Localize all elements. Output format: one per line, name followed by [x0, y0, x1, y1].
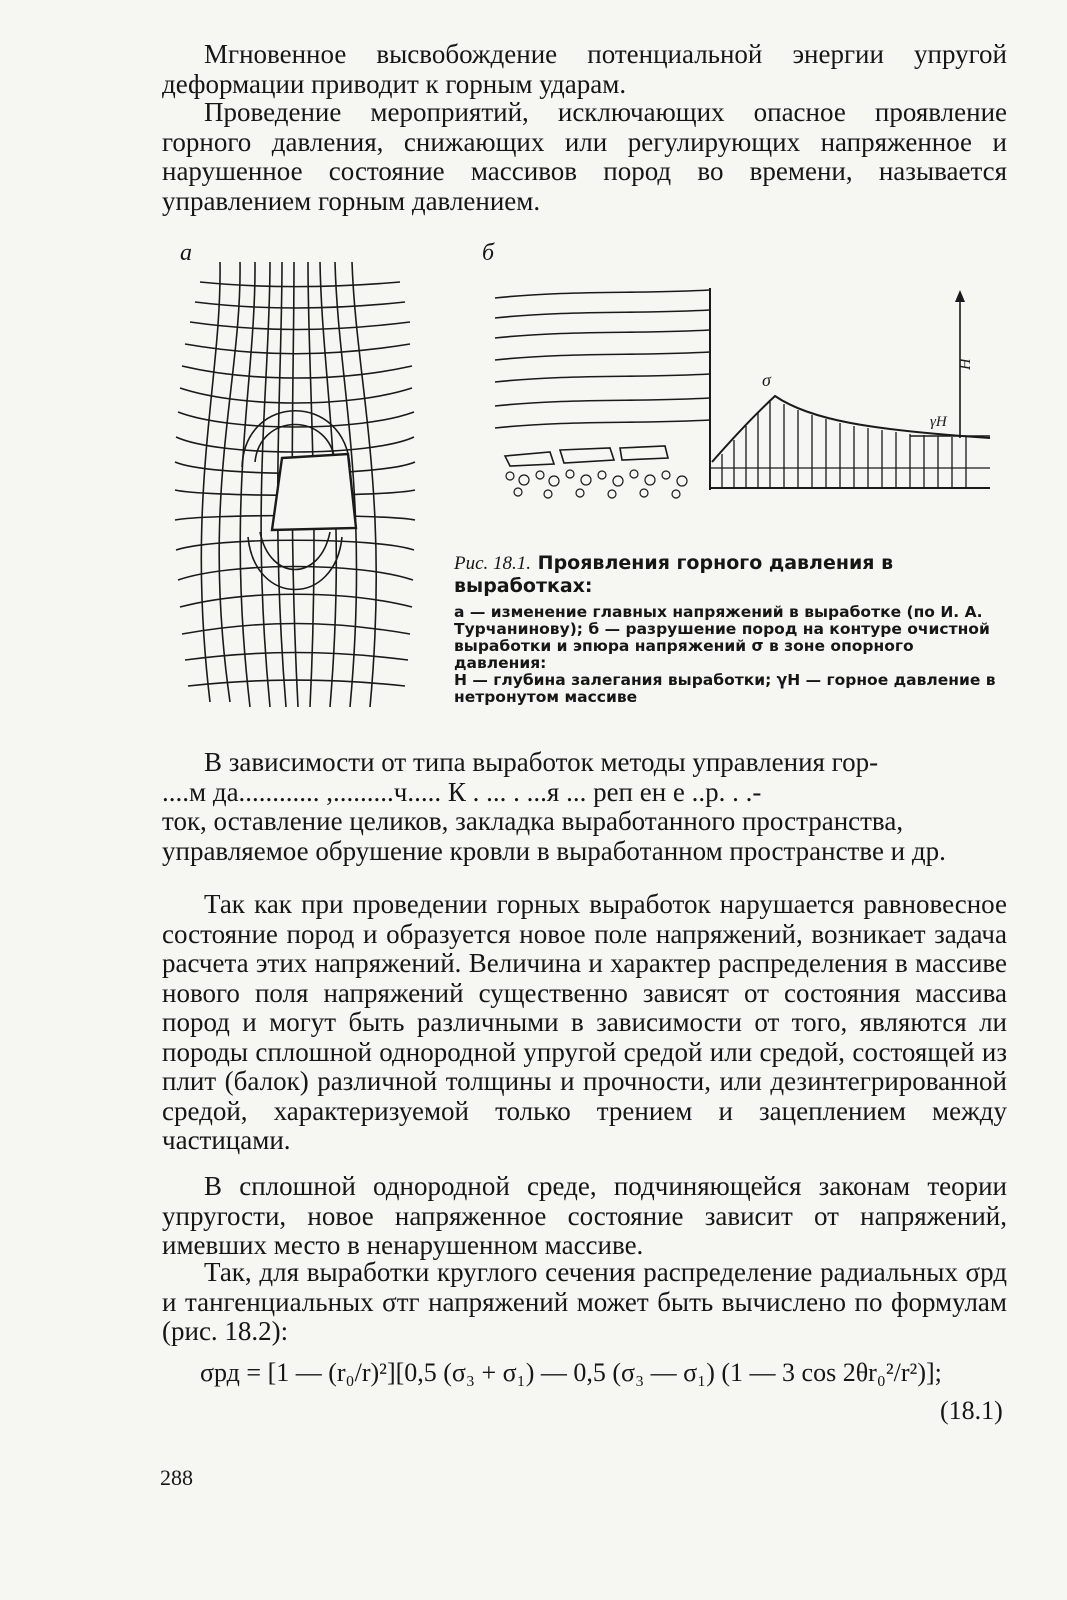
- figure-a-stress-trajectories: [170, 262, 430, 712]
- caption-line-1: а — изменение главных напряжений в выработке (по И. А. Турчанинову); б — разрушение пород на контуре очистной выработки и эпюра напряжений σ в зоне опорного давления:: [454, 603, 990, 672]
- figure-label-a: а: [180, 240, 192, 266]
- figure-caption: [454, 552, 1002, 706]
- paragraph-6-text: Так, для выработки круглого сечения распределение радиальных σрд и тангенциальных σтг напряжений может быть вычислено по формулам (рис. 18.2):: [162, 1257, 1007, 1346]
- figure-label-b: б: [482, 240, 495, 266]
- paragraph-2-text: Проведение мероприятий, исключающих опасное проявление горного давления, снижающих или регулирующих напряженное и нарушенное состояние массивов пород во времени, называется управлением горным давлением.: [162, 97, 1007, 216]
- paragraph-4: [162, 890, 1007, 1156]
- paragraph-3-text: В зависимости от типа выработок методы управления гор- ....м да............ ,.........ч..... К . ... . ...я ... реп ен е ..р. . .- ток, оставление целиков, закладка выработанного пространства, управляемое обрушение кровли в выработанном пространстве и др.: [162, 747, 946, 866]
- caption-prefix: Рис. 18.1.: [454, 553, 532, 574]
- page-number: 288: [160, 1465, 193, 1490]
- paragraph-6: [162, 1258, 1007, 1347]
- paragraph-4-text: Так как при проведении горных выработок нарушается равновесное состояние пород и образуется новое поле напряжений, возникает задача расчета этих напряжений. Величина и характер распределения в массиве нового поля напряжений существенно зависят от состояния массива пород и могут быть различными в зависимости от того, являются ли породы сплошной однородной упругой средой или средой, состоящей из плит (балок) различной толщины и прочности, или дезинтегрированной средой, характеризуемой только трением и зацеплением между частицами.: [162, 889, 1007, 1155]
- equation-number: (18.1): [940, 1396, 1003, 1425]
- caption-line-2: H — глубина залегания выработки; γH — горное давление в нетронутом массиве: [454, 671, 996, 706]
- rubble: [506, 470, 687, 498]
- sigma-label: σ: [762, 370, 771, 390]
- paragraph-1-text: Мгновенное высвобождение потенциальной энергии упругой деформации приводит к горным ударам.: [162, 39, 1007, 99]
- caption-title: [454, 552, 1002, 598]
- gammaH-label: γH: [930, 414, 947, 430]
- paragraph-1: [162, 40, 1007, 99]
- H-label: H: [957, 358, 974, 370]
- caption-title-text: Проявления горного давления в выработках:: [454, 552, 894, 597]
- paragraph-3: [162, 748, 1007, 866]
- formula-18-1: σрд = [1 — (r₀/r)²][0,5 (σ₃ + σ₁) — 0,5 (σ₃ — σ₁) (1 — 3 cos 2θr₀²/r²)];: [200, 1358, 942, 1387]
- paragraph-5-text: В сплошной однородной среде, подчиняющейся законам теории упругости, новое напряженное состояние зависит от напряжений, имевших место в ненарушенном массиве.: [162, 1171, 1007, 1260]
- figure-b-support-pressure: [490, 270, 1000, 510]
- paragraph-5: [162, 1172, 1007, 1261]
- paragraph-2: [162, 98, 1007, 216]
